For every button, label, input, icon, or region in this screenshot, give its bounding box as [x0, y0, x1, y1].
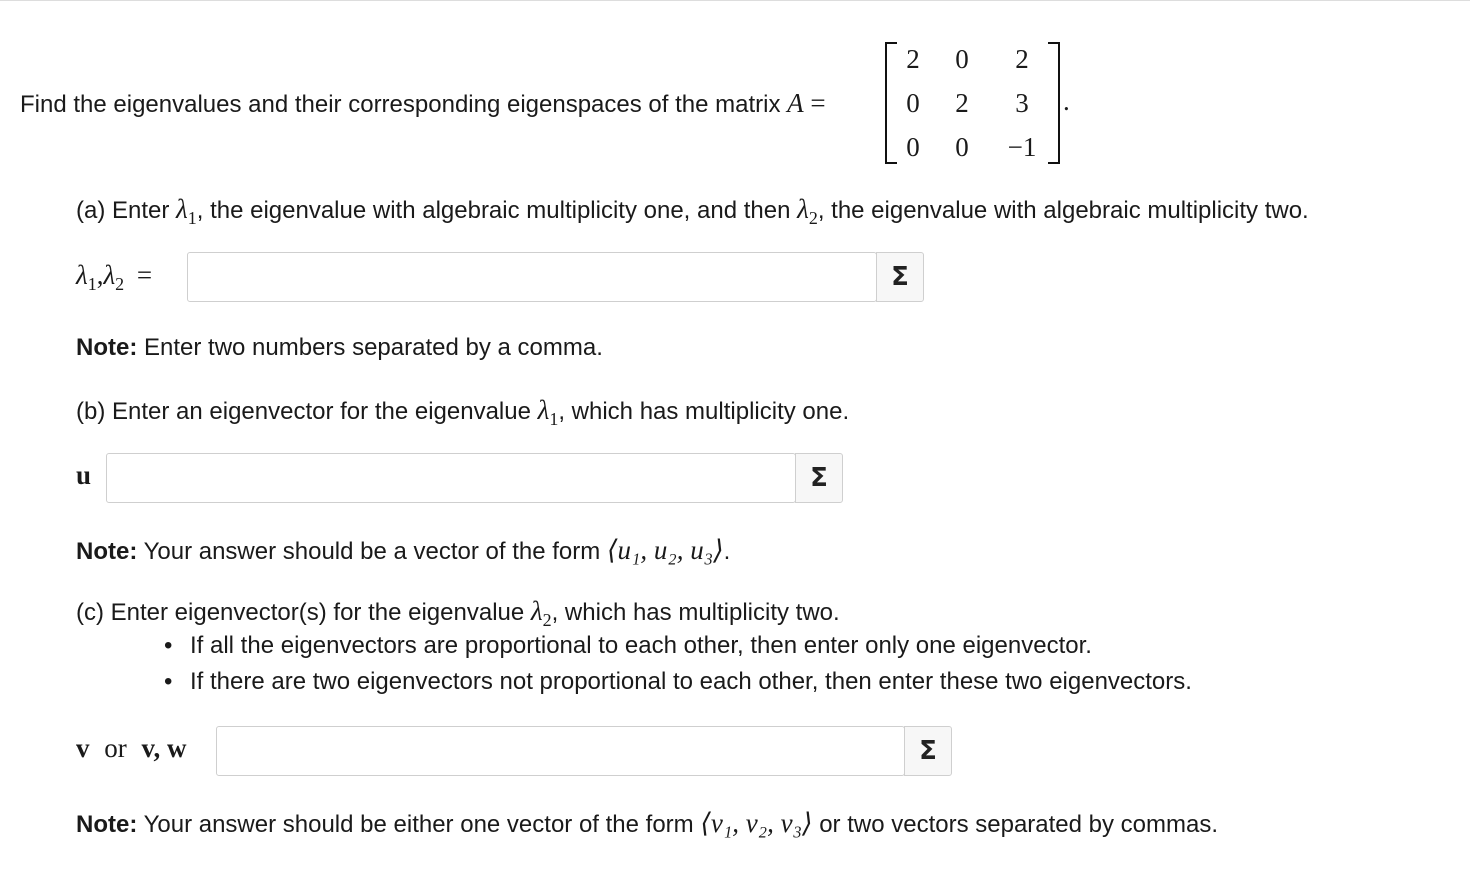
part-b-prompt-end: , which has multiplicity one.	[558, 398, 850, 425]
comma: ,	[96, 260, 104, 290]
matrix-cell: 2	[906, 44, 920, 74]
vector-form: ⟨v₁, v₂, v₃⟩	[700, 808, 813, 838]
part-c-equation-editor-button[interactable]: Σ	[904, 726, 952, 776]
lambda-subscript: 1	[549, 409, 559, 429]
note-text: Your answer should be a vector of the form	[137, 538, 607, 565]
lambda-symbol: λ	[76, 260, 88, 290]
part-b-prompt	[76, 395, 850, 429]
part-a-prompt-end: , the eigenvalue with algebraic multiplicity two.	[817, 197, 1309, 224]
part-a-prompt	[76, 194, 1309, 228]
part-b-equation-editor-button[interactable]: Σ	[795, 453, 843, 503]
part-c-prompt-end: , which has multiplicity two.	[551, 599, 840, 626]
matrix-equals: =	[810, 88, 826, 118]
part-b-answer-box	[106, 453, 796, 503]
matrix-cell: 2	[1015, 44, 1029, 74]
eigenvectors-vw-input[interactable]	[217, 727, 904, 775]
lambda-symbol: λ	[176, 194, 188, 224]
top-divider	[0, 0, 1470, 1]
note-text: Your answer should be either one vector of the form	[137, 811, 701, 838]
part-a-answer-box	[187, 252, 877, 302]
list-item: • If there are two eigenvectors not proportional to each other, then enter these two eigenvectors.	[164, 664, 1192, 700]
lambda-subscript: 1	[187, 208, 197, 228]
lambda-subscript: 2	[808, 208, 818, 228]
part-c-prompt-start: (c) Enter eigenvector(s) for the eigenvalue	[76, 599, 531, 626]
part-a-prompt-mid: , the eigenvalue with algebraic multiplicity one, and then	[196, 197, 798, 224]
note-end: or two vectors separated by commas.	[812, 811, 1219, 838]
matrix-a	[885, 42, 1060, 162]
lambda-symbol: λ	[103, 260, 116, 290]
matrix-right-bracket	[1048, 42, 1060, 164]
part-c-bullet-list	[164, 628, 1192, 700]
lambda-subscript: 1	[87, 274, 97, 294]
equals-sign: =	[136, 260, 153, 290]
lambda-symbol: λ	[530, 596, 543, 626]
note-label: Note:	[76, 538, 138, 565]
matrix-cell: 0	[955, 44, 969, 74]
part-c-note	[76, 808, 1218, 839]
part-c-prompt	[76, 596, 840, 630]
matrix-symbol: A	[787, 88, 804, 118]
lambda-subscript: 2	[115, 274, 125, 294]
eigenvector-u-input[interactable]	[107, 454, 795, 502]
vector-form: ⟨u₁, u₂, u₃⟩	[606, 535, 724, 565]
var-or: or	[104, 733, 127, 763]
lambda-symbol: λ	[797, 194, 809, 224]
problem-intro: Find the eigenvalues and their corresponding eigenspaces of the matrix	[20, 91, 788, 118]
var-vw: v, w	[141, 733, 187, 763]
lambda-subscript: 2	[542, 610, 552, 630]
matrix-cell: −1	[1007, 132, 1037, 162]
eigenvalues-input[interactable]	[188, 253, 876, 301]
matrix-cell: 0	[906, 88, 920, 118]
matrix-cell: 2	[955, 88, 969, 118]
part-a-label	[76, 260, 153, 294]
note-label: Note:	[76, 811, 138, 838]
var-v: v	[76, 733, 90, 763]
lambda-symbol: λ	[537, 395, 550, 425]
part-c-var-label	[76, 733, 187, 764]
note-label: Note:	[76, 334, 138, 361]
part-a-note	[76, 334, 603, 362]
matrix-cell: 0	[955, 132, 969, 162]
part-b-var-label: u	[76, 460, 92, 490]
note-text: Enter two numbers separated by a comma.	[137, 334, 603, 361]
part-a-prompt-start: (a) Enter	[76, 197, 177, 224]
matrix-cell: 0	[906, 132, 920, 162]
part-a-equation-editor-button[interactable]: Σ	[876, 252, 924, 302]
list-item: • If all the eigenvectors are proportional to each other, then enter only one eigenvector.	[164, 628, 1192, 664]
problem-statement	[20, 88, 826, 119]
note-end: .	[723, 538, 731, 565]
matrix-cell: 3	[1015, 88, 1029, 118]
part-b-note	[76, 535, 730, 566]
part-c-answer-box	[216, 726, 905, 776]
matrix-period: .	[1063, 86, 1070, 116]
part-b-prompt-start: (b) Enter an eigenvector for the eigenvalue	[76, 398, 538, 425]
